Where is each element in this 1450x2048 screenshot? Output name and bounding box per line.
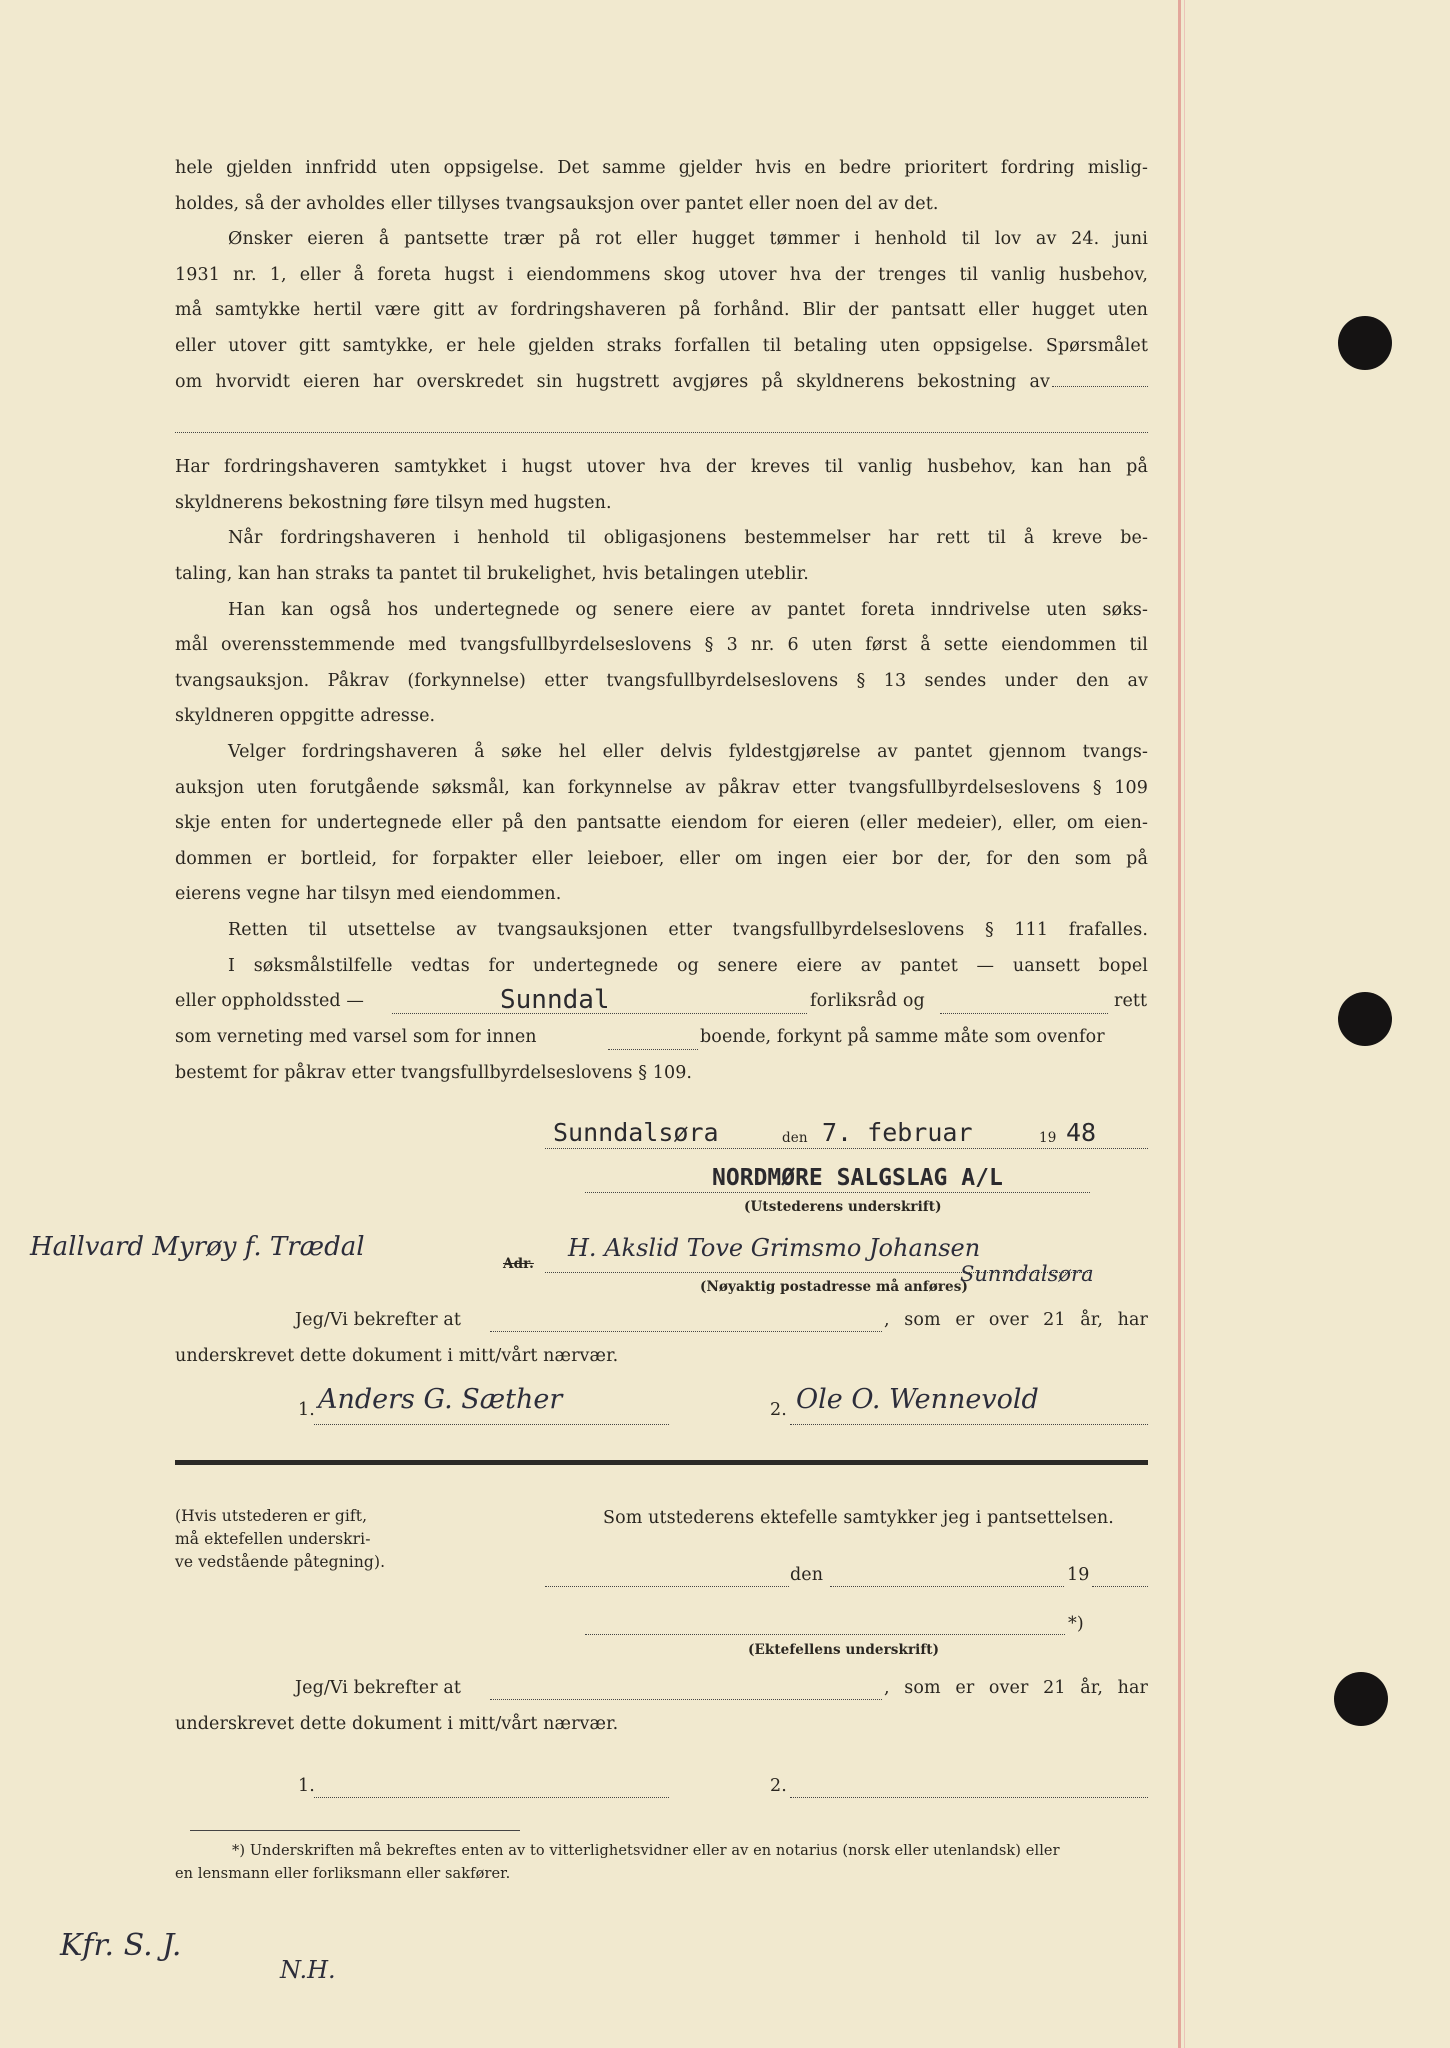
handwritten-margin-name: Hallvard Myrøy f. Trædal	[30, 1232, 365, 1262]
paragraph-line: hele gjelden innfridd uten oppsigelse. Det samme gjelder hvis en bedre prioritert fordring mislig-	[175, 158, 1148, 178]
handwritten-address: H. Akslid Tove Grimsmo Johansen	[568, 1234, 981, 1262]
dotted-fill-line	[585, 1634, 1065, 1635]
paragraph-line: Har fordringshaveren samtykket i hugst utover hva der kreves til vanlig husbehov, kan han på	[175, 457, 1148, 477]
witness2-statement: underskrevet dette dokument i mitt/vårt nærvær.	[175, 1714, 619, 1734]
paragraph-line: Retten til utsettelse av tvangsauksjonen etter tvangsfullbyrdelseslovens § 111 frafalles.	[228, 920, 1148, 940]
date-year-prefix: 19	[1039, 1130, 1057, 1146]
paragraph-line: mål overensstemmende med tvangsfullbyrdelseslovens § 3 nr. 6 uten først å sette eiendommen til	[175, 635, 1148, 655]
paragraph-line: skyldneren oppgitte adresse.	[175, 706, 436, 726]
spouse-year: 19	[1067, 1565, 1090, 1585]
paragraph-line: dommen er bortleid, for forpakter eller leieboer, eller om ingen eier bor der, for den som på	[175, 849, 1148, 869]
footnote-line-1: *) Underskriften må bekreftes enten av to vitterlighetsvidner eller av en notarius (norsk eller utenlandsk) eller	[232, 1843, 1060, 1859]
witness1-number-1: 1.	[298, 1400, 315, 1420]
dotted-fill-line	[545, 1272, 1090, 1273]
witness2-number-1: 1.	[298, 1776, 315, 1796]
punch-hole-3	[1334, 1672, 1388, 1726]
section-divider	[175, 1460, 1148, 1465]
issuer-caption: (Utstederens underskrift)	[744, 1199, 942, 1215]
date-value: 7. februar	[822, 1118, 973, 1147]
handwritten-address-2: Sunndalsøra	[960, 1262, 1094, 1286]
paragraph-line: skje enten for undertegnede eller på den pantsatte eiendom for eieren (eller medeier), eller, om eien-	[175, 813, 1148, 833]
paragraph-line: eller utover gitt samtykke, er hele gjelden straks forfallen til betaling uten oppsigelse. Spørsmålet	[175, 336, 1148, 356]
paragraph-line: skyldnerens bekostning føre tilsyn med hugsten.	[175, 493, 612, 513]
venue-place-fill: Sunndal	[500, 985, 610, 1015]
witness1-statement: underskrevet dette dokument i mitt/vårt nærvær.	[175, 1346, 619, 1366]
date-year: 48	[1066, 1118, 1097, 1147]
venue-line-3: bestemt for påkrav etter tvangsfullbyrdelseslovens § 109.	[175, 1063, 693, 1083]
dotted-fill-line	[314, 1797, 669, 1798]
paragraph-line: Velger fordringshaveren å søke hel eller delvis fyldestgjørelse av pantet gjennom tvangs-	[228, 742, 1148, 762]
date-den: den	[782, 1130, 808, 1146]
spouse-note-1: (Hvis utstederen er gift,	[175, 1507, 368, 1525]
spouse-note-2: må ektefellen underskri-	[175, 1530, 371, 1548]
venue-rett: rett	[1114, 991, 1148, 1011]
dotted-fill-line	[545, 1148, 1148, 1149]
dotted-fill-line	[940, 1013, 1108, 1014]
dotted-fill-line	[830, 1586, 1064, 1587]
dotted-fill-line	[1092, 1586, 1148, 1587]
witness1-sign-a: Anders G. Sæther	[318, 1384, 563, 1415]
date-place: Sunndalsøra	[553, 1118, 719, 1147]
dotted-fill-line	[1052, 386, 1148, 387]
spouse-caption: (Ektefellens underskrift)	[748, 1642, 940, 1658]
dotted-fill-line	[545, 1586, 789, 1587]
dotted-fill-line	[490, 1331, 882, 1332]
witness1-sign-b: Ole O. Wennevold	[796, 1384, 1039, 1415]
venue-forliksrad: forliksråd og	[810, 991, 925, 1011]
paragraph-line: 1931 nr. 1, eller å foreta hugst i eiendommens skog utover hva der trenges til vanlig husbehov,	[175, 265, 1148, 285]
paragraph-line: auksjon uten forutgående søksmål, kan forkynnelse av påkrav etter tvangsfullbyrdelseslovens § 109	[175, 778, 1148, 798]
punch-hole-2	[1338, 992, 1392, 1046]
paragraph-line: Han kan også hos undertegnede og senere eiere av pantet foreta inndrivelse uten søks-	[228, 600, 1148, 620]
footnote-rule	[190, 1830, 520, 1831]
witness1-number-2: 2.	[770, 1400, 787, 1420]
address-adr-label: Adr.	[503, 1256, 534, 1272]
dotted-fill-line	[175, 432, 1148, 433]
paragraph-line: må samtykke hertil være gitt av fordringshaveren på forhånd. Blir der pantsatt eller hugget uten	[175, 300, 1148, 320]
venue-line-2b: boende, forkynt på samme måte som ovenfor	[700, 1027, 1105, 1047]
paragraph-line: om hvorvidt eieren har overskredet sin hugstrett avgjøres på skyldnerens bekostning av	[175, 372, 1050, 392]
witness2-confirm: Jeg/Vi bekrefter at	[295, 1678, 462, 1698]
punch-hole-1	[1338, 316, 1392, 370]
issuer-name: NORDMØRE SALGSLAG A/L	[712, 1165, 1003, 1191]
paragraph-line: Når fordringshaveren i henhold til obligasjonens bestemmelser har rett til å kreve be-	[228, 528, 1148, 548]
footnote-line-2: en lensmann eller forliksmann eller sakfører.	[175, 1866, 511, 1882]
spouse-note-3: ve vedstående påtegning).	[175, 1553, 386, 1571]
witness1-age: , som er over 21 år, har	[884, 1310, 1148, 1330]
margin-rule	[1178, 0, 1181, 2048]
address-caption: (Nøyaktig postadresse må anføres)	[700, 1279, 968, 1295]
spouse-footnote-mark: *)	[1068, 1614, 1084, 1634]
paragraph-line: eierens vegne har tilsyn med eiendommen.	[175, 884, 562, 904]
dotted-fill-line	[790, 1797, 1148, 1798]
spouse-consent: Som utstederens ektefelle samtykker jeg i pantsettelsen.	[603, 1508, 1114, 1528]
dotted-fill-line	[490, 1699, 882, 1700]
venue-line-2a: som verneting med varsel som for innen	[175, 1027, 537, 1047]
spouse-den: den	[790, 1565, 824, 1585]
handwritten-bottom-note-a: Kfr. S. J.	[60, 1928, 182, 1963]
handwritten-bottom-note-b: N.H.	[280, 1956, 336, 1984]
witness1-confirm: Jeg/Vi bekrefter at	[295, 1310, 462, 1330]
witness2-age: , som er over 21 år, har	[884, 1678, 1148, 1698]
dotted-fill-line	[608, 1049, 698, 1050]
margin-rule-thin	[1184, 0, 1185, 2048]
dotted-fill-line	[790, 1424, 1148, 1425]
paragraph-line: I søksmålstilfelle vedtas for undertegnede og senere eiere av pantet — uansett bopel	[228, 956, 1148, 976]
paragraph-line: holdes, så der avholdes eller tillyses tvangsauksjon over pantet eller noen del av det.	[175, 194, 939, 214]
witness2-number-2: 2.	[770, 1776, 787, 1796]
paragraph-line: Ønsker eieren å pantsette trær på rot eller hugget tømmer i henhold til lov av 24. juni	[228, 229, 1148, 249]
dotted-fill-line	[314, 1424, 669, 1425]
venue-line-1: eller oppholdssted —	[175, 991, 364, 1011]
paragraph-line: taling, kan han straks ta pantet til brukelighet, hvis betalingen uteblir.	[175, 564, 809, 584]
dotted-fill-line	[585, 1192, 1090, 1193]
paragraph-line: tvangsauksjon. Påkrav (forkynnelse) etter tvangsfullbyrdelseslovens § 13 sendes under den av	[175, 671, 1148, 691]
